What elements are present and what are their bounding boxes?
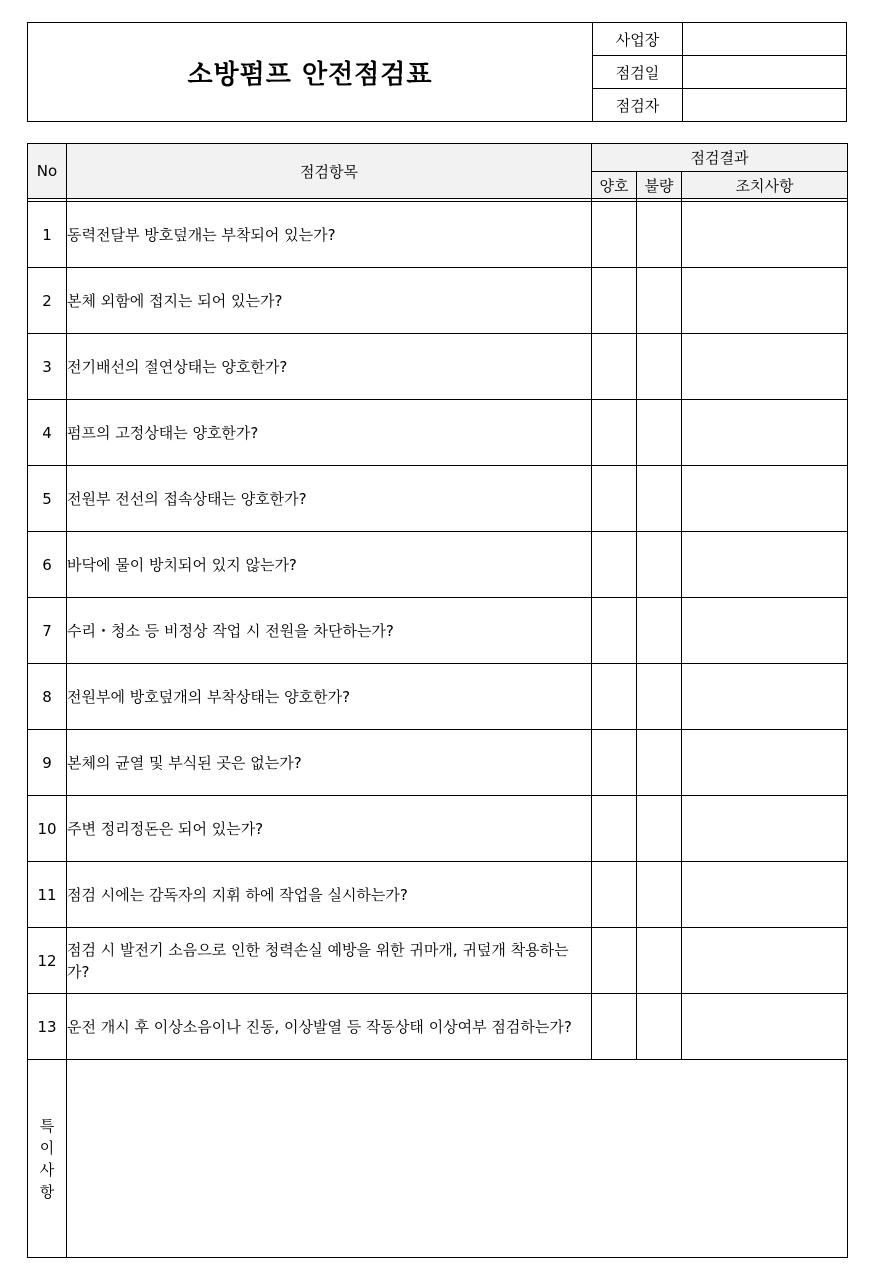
good-check-cell[interactable]	[592, 862, 637, 928]
bad-check-cell[interactable]	[637, 598, 682, 664]
table-row	[28, 796, 848, 862]
table-row	[28, 466, 848, 532]
bad-check-cell[interactable]	[637, 400, 682, 466]
inspector-field[interactable]	[683, 89, 846, 121]
item-question: 전원부에 방호덮개의 부착상태는 양호한가?	[67, 664, 592, 730]
column-header-good: 양호	[592, 172, 637, 199]
checklist-table	[27, 143, 848, 1258]
remarks-label-char: 사	[39, 1160, 55, 1179]
action-cell[interactable]	[682, 664, 848, 730]
table-row	[28, 334, 848, 400]
action-cell[interactable]	[682, 598, 848, 664]
item-question: 수리・청소 등 비정상 작업 시 전원을 차단하는가?	[67, 598, 592, 664]
table-row	[28, 928, 848, 994]
action-cell[interactable]	[682, 862, 848, 928]
table-row	[28, 664, 848, 730]
bad-check-cell[interactable]	[637, 928, 682, 994]
bad-check-cell[interactable]	[637, 532, 682, 598]
bad-check-cell[interactable]	[637, 268, 682, 334]
good-check-cell[interactable]	[592, 268, 637, 334]
item-question: 본체 외함에 접지는 되어 있는가?	[67, 268, 592, 334]
action-cell[interactable]	[682, 400, 848, 466]
table-row	[28, 994, 848, 1060]
date-field[interactable]	[683, 56, 846, 88]
item-question: 전원부 전선의 접속상태는 양호한가?	[67, 466, 592, 532]
bad-check-cell[interactable]	[637, 664, 682, 730]
item-question: 바닥에 물이 방치되어 있지 않는가?	[67, 532, 592, 598]
item-number: 1	[28, 202, 67, 268]
item-question: 본체의 균열 및 부식된 곳은 없는가?	[67, 730, 592, 796]
site-label: 사업장	[593, 23, 683, 55]
good-check-cell[interactable]	[592, 202, 637, 268]
column-header-item: 점검항목	[67, 144, 592, 199]
good-check-cell[interactable]	[592, 796, 637, 862]
action-cell[interactable]	[682, 928, 848, 994]
item-number: 7	[28, 598, 67, 664]
item-question: 점검 시 발전기 소음으로 인한 청력손실 예방을 위한 귀마개, 귀덮개 착용하는가?	[67, 928, 592, 994]
bad-check-cell[interactable]	[637, 862, 682, 928]
item-number: 8	[28, 664, 67, 730]
item-question: 주변 정리정돈은 되어 있는가?	[67, 796, 592, 862]
good-check-cell[interactable]	[592, 730, 637, 796]
action-cell[interactable]	[682, 532, 848, 598]
column-header-result: 점검결과	[592, 144, 848, 172]
table-row	[28, 598, 848, 664]
table-row	[28, 202, 848, 268]
bad-check-cell[interactable]	[637, 202, 682, 268]
table-row	[28, 532, 848, 598]
good-check-cell[interactable]	[592, 994, 637, 1060]
bad-check-cell[interactable]	[637, 730, 682, 796]
action-cell[interactable]	[682, 730, 848, 796]
remarks-label	[28, 1060, 67, 1258]
good-check-cell[interactable]	[592, 664, 637, 730]
table-row	[28, 268, 848, 334]
remarks-label-char: 특	[39, 1116, 55, 1135]
item-number: 9	[28, 730, 67, 796]
checklist-body	[28, 202, 848, 1060]
item-question: 펌프의 고정상태는 양호한가?	[67, 400, 592, 466]
table-row	[28, 862, 848, 928]
bad-check-cell[interactable]	[637, 994, 682, 1060]
item-question: 전기배선의 절연상태는 양호한가?	[67, 334, 592, 400]
action-cell[interactable]	[682, 334, 848, 400]
column-header-action: 조치사항	[682, 172, 848, 199]
item-number: 11	[28, 862, 67, 928]
site-field[interactable]	[683, 23, 846, 55]
good-check-cell[interactable]	[592, 598, 637, 664]
item-question: 운전 개시 후 이상소음이나 진동, 이상발열 등 작동상태 이상여부 점검하는가?	[67, 994, 592, 1060]
column-header-no: No	[28, 144, 67, 199]
item-number: 13	[28, 994, 67, 1060]
item-number: 5	[28, 466, 67, 532]
info-panel	[593, 23, 846, 121]
item-number: 4	[28, 400, 67, 466]
good-check-cell[interactable]	[592, 532, 637, 598]
inspector-label: 점검자	[593, 89, 683, 121]
action-cell[interactable]	[682, 466, 848, 532]
good-check-cell[interactable]	[592, 466, 637, 532]
remarks-label-char: 이	[39, 1138, 55, 1157]
item-number: 12	[28, 928, 67, 994]
info-row-site	[593, 23, 846, 56]
header-block	[27, 22, 847, 122]
good-check-cell[interactable]	[592, 928, 637, 994]
item-number: 6	[28, 532, 67, 598]
action-cell[interactable]	[682, 796, 848, 862]
page-title: 소방펌프 안전점검표	[28, 23, 593, 121]
good-check-cell[interactable]	[592, 334, 637, 400]
bad-check-cell[interactable]	[637, 466, 682, 532]
action-cell[interactable]	[682, 202, 848, 268]
item-number: 10	[28, 796, 67, 862]
info-row-inspector	[593, 89, 846, 121]
good-check-cell[interactable]	[592, 400, 637, 466]
table-row	[28, 730, 848, 796]
remarks-label-char: 항	[39, 1182, 55, 1201]
remarks-field[interactable]	[67, 1060, 848, 1258]
bad-check-cell[interactable]	[637, 796, 682, 862]
column-header-bad: 불량	[637, 172, 682, 199]
item-number: 2	[28, 268, 67, 334]
remarks-row	[28, 1060, 848, 1258]
item-question: 동력전달부 방호덮개는 부착되어 있는가?	[67, 202, 592, 268]
date-label: 점검일	[593, 56, 683, 88]
info-row-date	[593, 56, 846, 89]
item-number: 3	[28, 334, 67, 400]
item-question: 점검 시에는 감독자의 지휘 하에 작업을 실시하는가?	[67, 862, 592, 928]
action-cell[interactable]	[682, 268, 848, 334]
action-cell[interactable]	[682, 994, 848, 1060]
table-row	[28, 400, 848, 466]
bad-check-cell[interactable]	[637, 334, 682, 400]
